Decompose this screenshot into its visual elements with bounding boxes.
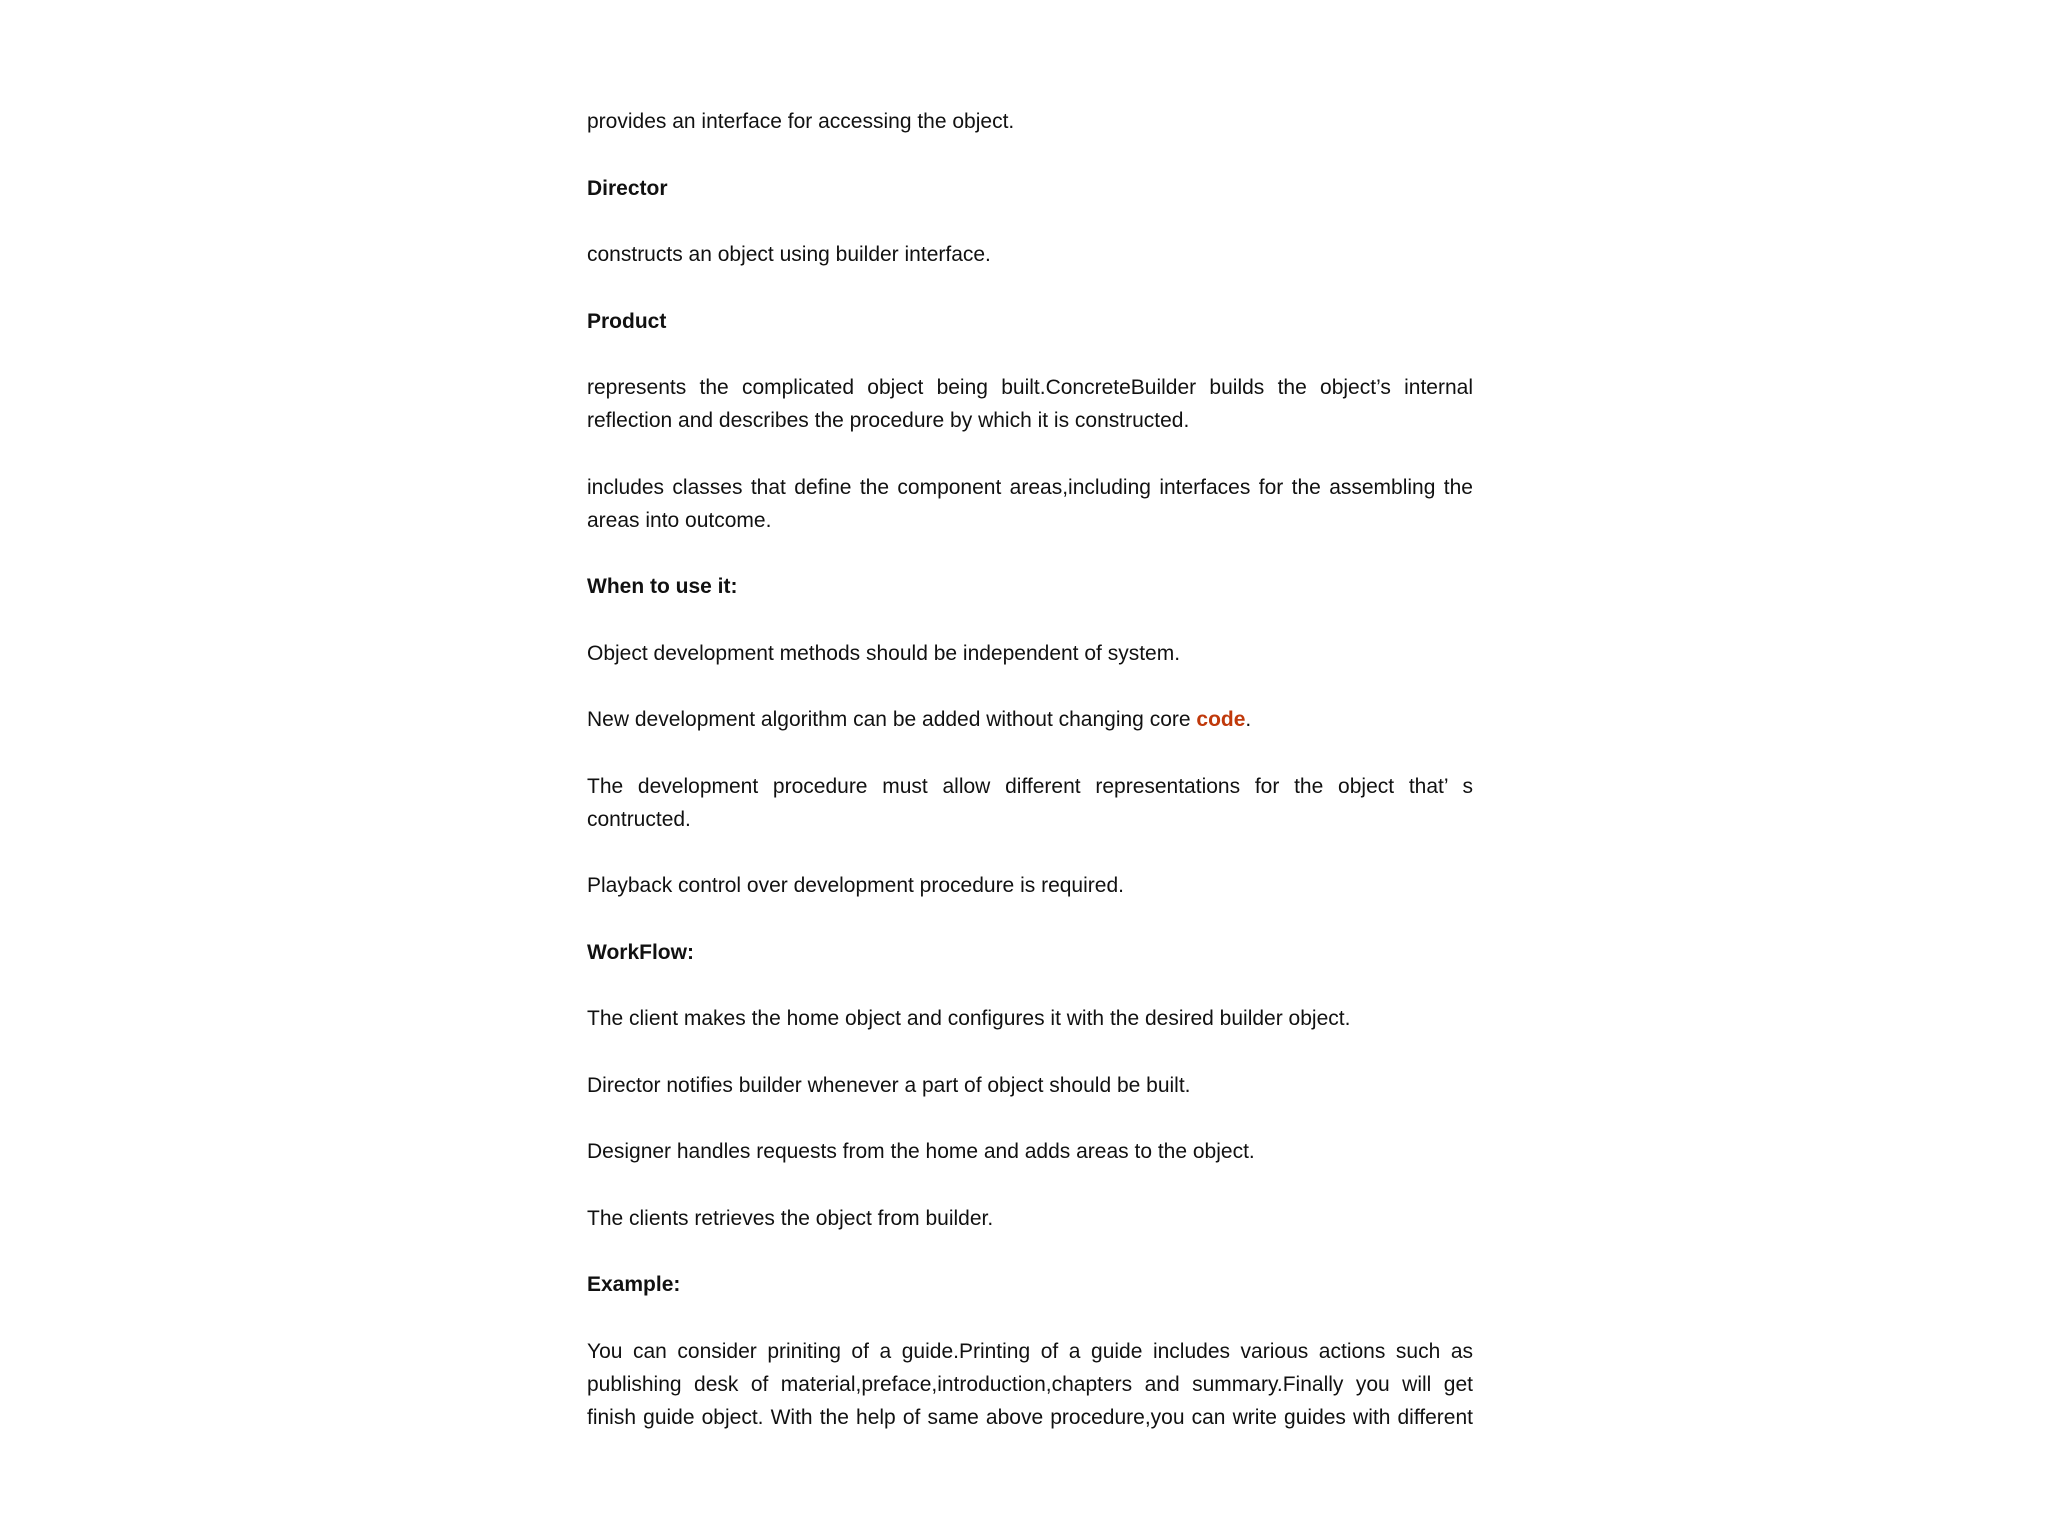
paragraph-when-1: Object development methods should be independent of system. [587, 641, 1181, 665]
paragraph-when-3: The development procedure must allow different representations for the object that’ s contructed. [587, 774, 1473, 831]
paragraph-workflow-3: Designer handles requests from the home and adds areas to the object. [587, 1140, 1255, 1163]
paragraph-example: You can consider priniting of a guide.Printing of a guide includes various actions such as publishing desk of material,preface,introduction,chapters and summary.Finally you will get finish guide object. With the help of same above procedure,you can write guides with different [587, 1339, 1473, 1429]
heading-workflow: WorkFlow: [587, 940, 694, 964]
heading-director: Director [587, 176, 668, 200]
paragraph-when-2 [587, 703, 1473, 736]
paragraph-when-4: Playback control over development procedure is required. [587, 874, 1124, 897]
paragraph-includes: includes classes that define the component areas,including interfaces for the assembling the areas into outcome. [587, 475, 1473, 532]
paragraph-when-2-text: New development algorithm can be added without changing core [587, 708, 1197, 731]
paragraph-workflow-1: The client makes the home object and configures it with the desired builder object. [587, 1007, 1351, 1030]
paragraph-director: constructs an object using builder interface. [587, 243, 991, 266]
heading-example: Example: [587, 1273, 681, 1296]
paragraph-workflow-4: The clients retrieves the object from builder. [587, 1206, 994, 1230]
document-body [587, 105, 1473, 1467]
paragraph-when-2-period: . [1245, 708, 1252, 731]
heading-when-to-use: When to use it: [587, 575, 738, 598]
paragraph-workflow-2: Director notifies builder whenever a part of object should be built. [587, 1073, 1191, 1097]
paragraph-product: represents the complicated object being built.ConcreteBuilder builds the object’s internal reflection and describes the procedure by which it is constructed. [587, 376, 1473, 432]
paragraph-access: provides an interface for accessing the object. [587, 110, 1015, 133]
heading-product: Product [587, 309, 667, 333]
code-link[interactable]: code [1196, 708, 1246, 731]
